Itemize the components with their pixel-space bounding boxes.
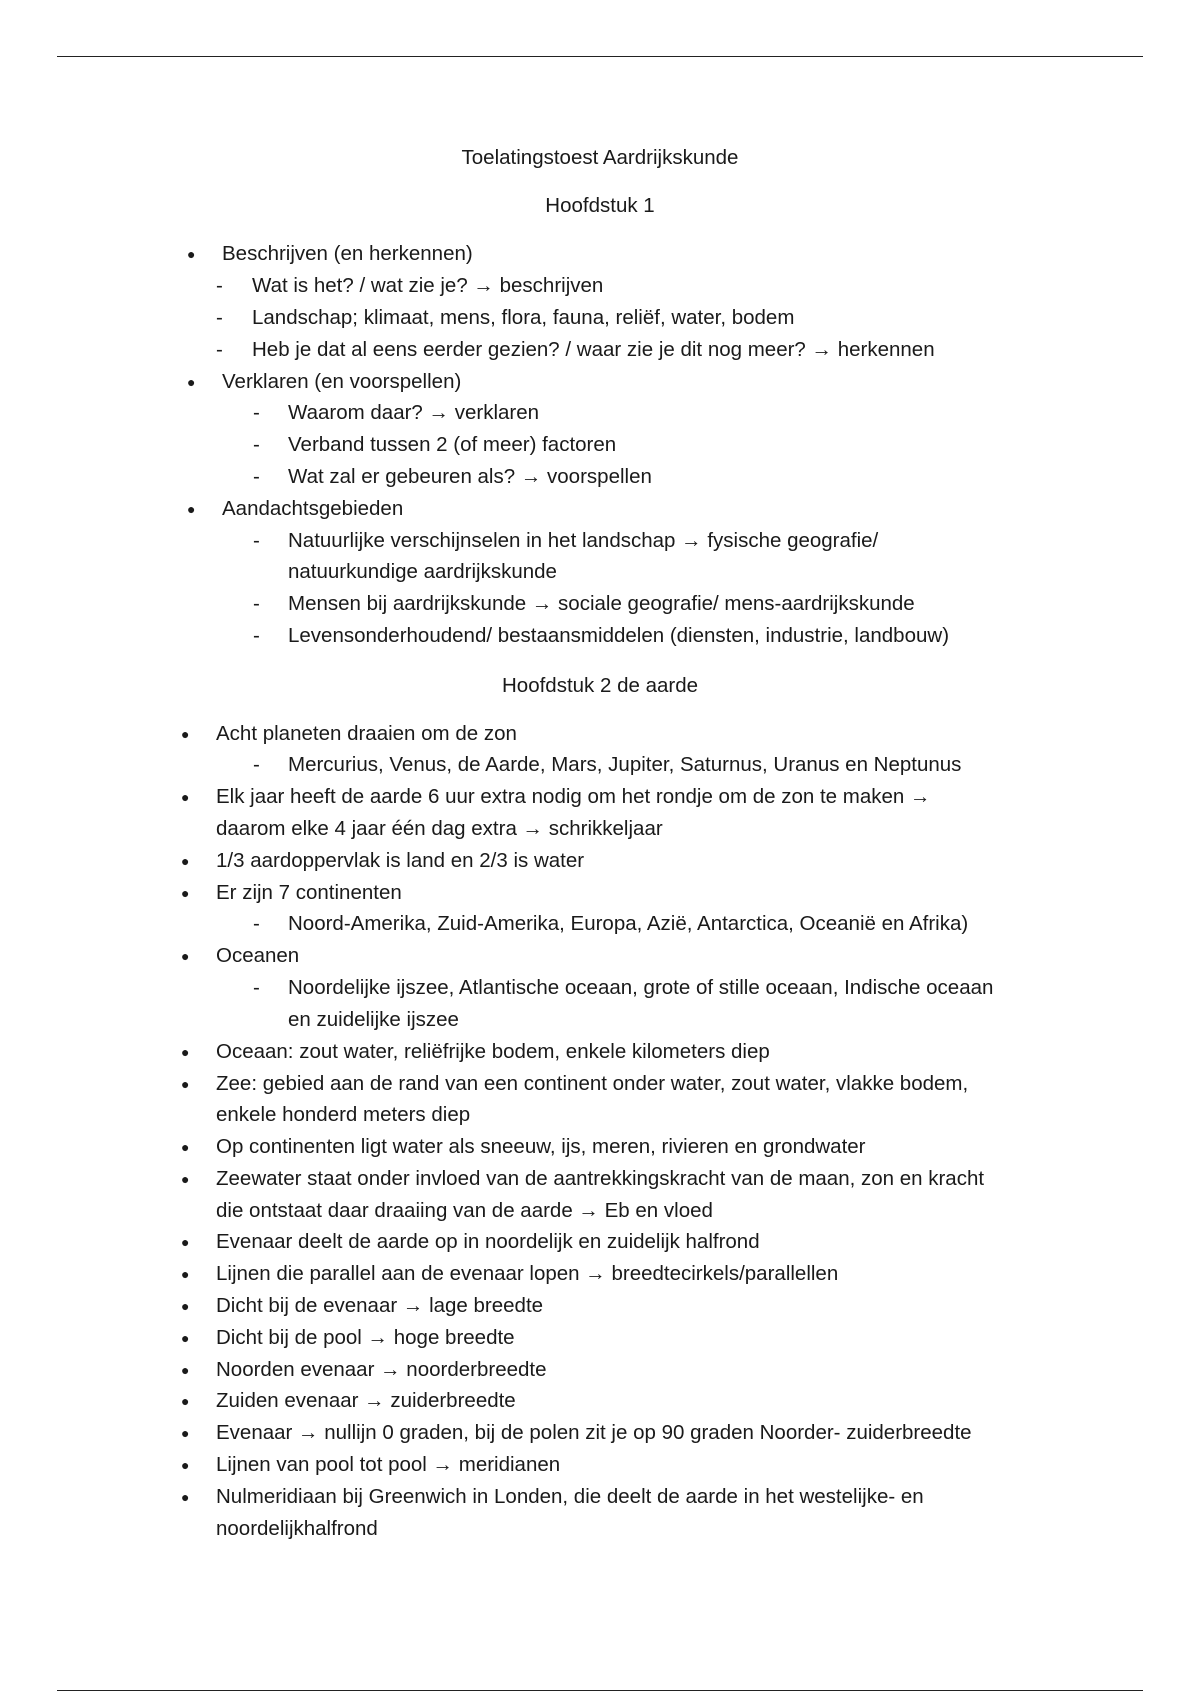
chapter-1-heading: Hoofdstuk 1 bbox=[545, 194, 655, 217]
sub-list-item: Noordelijke ijszee, Atlantische oceaan, grote of stille oceaan, Indische oceaan bbox=[288, 976, 994, 999]
bullet-marker: ● bbox=[181, 1266, 190, 1282]
document-title: Toelatingstoest Aardrijkskunde bbox=[461, 146, 739, 169]
dash-marker: - bbox=[216, 274, 223, 297]
bullet-marker: ● bbox=[181, 1457, 190, 1473]
bottom-rule bbox=[57, 1690, 1143, 1691]
sub-list-item: Levensonderhoudend/ bestaansmiddelen (diensten, industrie, landbouw) bbox=[288, 624, 950, 647]
list-item-continuation: noordelijkhalfrond bbox=[216, 1517, 378, 1540]
bullet-marker: ● bbox=[187, 501, 196, 517]
dash-marker: - bbox=[253, 592, 260, 615]
bullet-marker: ● bbox=[181, 885, 190, 901]
list-item: Noorden evenaar → noorderbreedte bbox=[216, 1358, 547, 1381]
list-item-continuation: daarom elke 4 jaar één dag extra → schrikkeljaar bbox=[216, 817, 663, 840]
top-rule bbox=[57, 56, 1143, 57]
dash-marker: - bbox=[216, 306, 223, 329]
list-item: Dicht bij de pool → hoge breedte bbox=[216, 1326, 515, 1349]
sub-list-item: Landschap; klimaat, mens, flora, fauna, reliëf, water, bodem bbox=[252, 306, 795, 329]
list-item: Elk jaar heeft de aarde 6 uur extra nodig om het rondje om de zon te maken → bbox=[216, 785, 931, 808]
bullet-marker: ● bbox=[181, 1330, 190, 1346]
bullet-marker: ● bbox=[181, 1362, 190, 1378]
list-item: Aandachtsgebieden bbox=[222, 497, 404, 520]
sub-list-item: Verband tussen 2 (of meer) factoren bbox=[288, 433, 617, 456]
sub-list-item: Heb je dat al eens eerder gezien? / waar zie je dit nog meer? → herkennen bbox=[252, 338, 935, 361]
bullet-marker: ● bbox=[187, 374, 196, 390]
list-item: Evenaar → nullijn 0 graden, bij de polen zit je op 90 graden Noorder- zuiderbreedte bbox=[216, 1421, 972, 1444]
bullet-marker: ● bbox=[181, 1298, 190, 1314]
bullet-marker: ● bbox=[181, 1425, 190, 1441]
dash-marker: - bbox=[253, 976, 260, 999]
bullet-marker: ● bbox=[181, 1171, 190, 1187]
dash-marker: - bbox=[253, 912, 260, 935]
list-item: Oceanen bbox=[216, 944, 300, 967]
list-item: Zeewater staat onder invloed van de aantrekkingskracht van de maan, zon en kracht bbox=[216, 1167, 985, 1190]
list-item: Lijnen die parallel aan de evenaar lopen → breedtecirkels/parallellen bbox=[216, 1262, 839, 1285]
sub-list-item: Mercurius, Venus, de Aarde, Mars, Jupiter, Saturnus, Uranus en Neptunus bbox=[288, 753, 962, 776]
bullet-marker: ● bbox=[181, 1139, 190, 1155]
chapter-2-heading: Hoofdstuk 2 de aarde bbox=[501, 674, 699, 697]
list-item: Evenaar deelt de aarde op in noordelijk en zuidelijk halfrond bbox=[216, 1230, 760, 1253]
sub-list-item: Noord-Amerika, Zuid-Amerika, Europa, Azië, Antarctica, Oceanië en Afrika) bbox=[288, 912, 969, 935]
bullet-marker: ● bbox=[181, 1044, 190, 1060]
list-item: Op continenten ligt water als sneeuw, ijs, meren, rivieren en grondwater bbox=[216, 1135, 866, 1158]
sub-list-item: Natuurlijke verschijnselen in het landschap → fysische geografie/ bbox=[288, 529, 879, 552]
list-item: 1/3 aardoppervlak is land en 2/3 is water bbox=[216, 849, 585, 872]
sub-list-item: Waarom daar? → verklaren bbox=[288, 401, 540, 424]
list-item: Verklaren (en voorspellen) bbox=[222, 370, 462, 393]
list-item-continuation: enkele honderd meters diep bbox=[216, 1103, 471, 1126]
bullet-marker: ● bbox=[181, 853, 190, 869]
sub-list-item-continuation: en zuidelijke ijszee bbox=[288, 1008, 459, 1031]
list-item: Dicht bij de evenaar → lage breedte bbox=[216, 1294, 544, 1317]
bullet-marker: ● bbox=[181, 1393, 190, 1409]
dash-marker: - bbox=[253, 465, 260, 488]
list-item: Oceaan: zout water, reliëfrijke bodem, enkele kilometers diep bbox=[216, 1040, 770, 1063]
dash-marker: - bbox=[253, 433, 260, 456]
sub-list-item-continuation: natuurkundige aardrijkskunde bbox=[288, 560, 557, 583]
list-item: Lijnen van pool tot pool → meridianen bbox=[216, 1453, 561, 1476]
bullet-marker: ● bbox=[181, 726, 190, 742]
list-item: Er zijn 7 continenten bbox=[216, 881, 402, 904]
dash-marker: - bbox=[253, 753, 260, 776]
sub-list-item: Wat is het? / wat zie je? → beschrijven bbox=[252, 274, 604, 297]
list-item: Zuiden evenaar → zuiderbreedte bbox=[216, 1389, 516, 1412]
list-item: Beschrijven (en herkennen) bbox=[222, 242, 473, 265]
bullet-marker: ● bbox=[181, 789, 190, 805]
sub-list-item: Wat zal er gebeuren als? → voorspellen bbox=[288, 465, 652, 488]
bullet-marker: ● bbox=[187, 246, 196, 262]
dash-marker: - bbox=[216, 338, 223, 361]
bullet-marker: ● bbox=[181, 1076, 190, 1092]
list-item: Acht planeten draaien om de zon bbox=[216, 722, 517, 745]
list-item-continuation: die ontstaat daar draaiing van de aarde → Eb en vloed bbox=[216, 1199, 713, 1222]
dash-marker: - bbox=[253, 401, 260, 424]
bullet-marker: ● bbox=[181, 948, 190, 964]
bullet-marker: ● bbox=[181, 1489, 190, 1505]
dash-marker: - bbox=[253, 624, 260, 647]
bullet-marker: ● bbox=[181, 1234, 190, 1250]
dash-marker: - bbox=[253, 529, 260, 552]
sub-list-item: Mensen bij aardrijkskunde → sociale geografie/ mens-aardrijkskunde bbox=[288, 592, 915, 615]
list-item: Nulmeridiaan bij Greenwich in Londen, die deelt de aarde in het westelijke- en bbox=[216, 1485, 924, 1508]
list-item: Zee: gebied aan de rand van een continent onder water, zout water, vlakke bodem, bbox=[216, 1072, 969, 1095]
